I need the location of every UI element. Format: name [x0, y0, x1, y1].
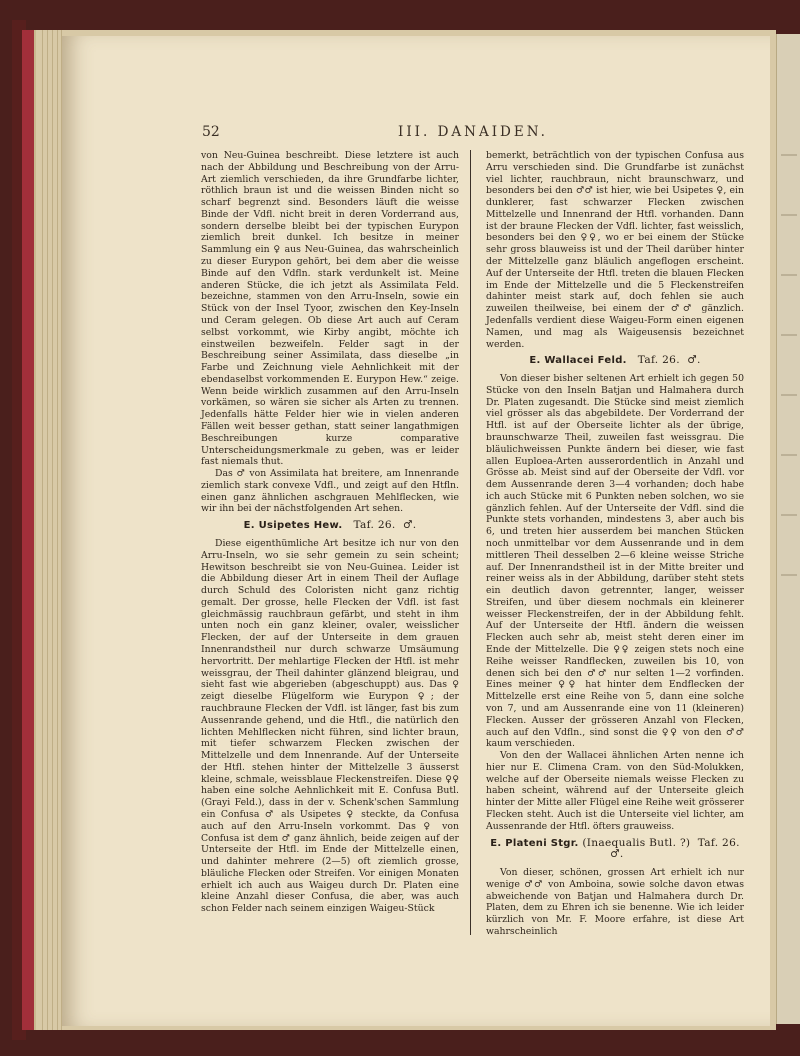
sex-symbol: ♂. [610, 848, 624, 861]
paragraph: von Neu-Guinea beschreibt. Diese letztere ist auch nach der Abbildung und Beschreibung von der Arru-Art ziemlich verschieden, da ihre Grundfarbe lichter, röthlich braun ist und die weissen Binden nicht so scharf begrenzt sind. Besonders läuft die weisse Binde der Vdfl. nicht breit in deren Vorderrand aus, sondern derselbe bleibt bei der typischen Eurypon ziemlich breit dunkel. Ich besitze in meiner Sammlung ein ♀ aus Neu-Guinea, das wahrscheinlich zu dieser Eurypon gehört, bei dem aber die weisse Binde auf den Vdfln. stark verdunkelt ist. Meine anderen Stücke, die ich jetzt als Assimilata Feld. bezeichne, stammen von den Arru-Inseln, sowie ein Stück von der Insel Tyoor, zwischen den Key-Inseln und Ceram gelegen. Ob diese Art auch auf Ceram selbst vorkommt, wie Kirby angibt, möchte ich einstweilen bezweifeln. Felder sagt in der Beschreibung seiner Assimilata, dass dieselbe „in Farbe und Zeichnung viele Aehnlichkeit mit der ebendaselbst vorkommenden E. Eurypon Hew.“ zeige. Wenn beide wirklich zusammen auf den Arru-Inseln vorkämen, so wären sie sicher als Arten zu trennen. Jedenfalls hätte Felder hier wie in vielen anderen Fällen weit besser gethan, statt seiner langathmigen Beschreibungen kurze comparative Unterscheidungsmerkmale zu geben, was er leider fast niemals thut. [201, 150, 459, 468]
paragraph: Von den der Wallacei ähnlichen Arten nenne ich hier nur E. Climena Cram. von den Süd-Molukken, welche auf der Oberseite niemals weisse Flecken zu haben scheint, während auf der Unterseite gleich hinter der Mitte aller Flügel eine Reihe weit grösserer Flecken steht. Auch ist die Unterseite viel lichter, am Aussenrande der Htfl. öfters grauweiss. [486, 750, 744, 832]
page-number: 52 [202, 124, 220, 140]
running-head-title: III. DANAIDEN. [398, 124, 548, 140]
column-divider [470, 150, 471, 935]
synonym-note: (Inaequalis Butl. ?) [582, 836, 691, 849]
paragraph: Von dieser, schönen, grossen Art erhielt ich nur wenige ♂♂ von Amboina, sowie solche davon etwas abweichende von Batjan und Halmahera durch Dr. Platen, dem zu Ehren ich sie benenne. Wie ich leider kürzlich von Mr. F. Moore erfahre, ist diese Art wahrscheinlich [486, 867, 744, 937]
species-name: E. Wallacei Feld. [529, 355, 627, 367]
paragraph: bemerkt, beträchtlich von der typischen Confusa aus Arru verschieden sind. Die Grundfarbe ist zunächst viel lichter, rauchbraun, nicht braunschwarz, und besonders bei den ♂♂ ist hier, wie bei Usipetes ♀, ein dunklerer, fast schwarzer Flecken zwischen Mittelzelle und Innenrand der Htfl. vorhanden. Dann ist der braune Flecken der Vdfl. lichter, fast weisslich, besonders bei den ♀♀, wo er bei einem der Stücke sehr gross blauweiss ist und der Theil darüber hinter der Mittelzelle ganz bläulich angeflogen erscheint. Auf der Unterseite der Htfl. treten die blauen Flecken im Ende der Mittelzelle und die 5 Fleckenstreifen dahinter meist stark auf, doch fehlen sie auch zuweilen theilweise, bei einem der ♂♂ gänzlich. Jedenfalls verdient diese Waigeu-Form einen eigenen Namen, und mag als Waigeusensis bezeichnet werden. [486, 150, 744, 350]
species-heading [486, 355, 744, 367]
plate-reference: Taf. 26. [353, 519, 396, 532]
species-name: E. Plateni Stgr. [490, 837, 579, 849]
left-column [201, 150, 459, 915]
sex-symbol: ♂. [687, 354, 701, 367]
sex-symbol: ♂. [402, 519, 417, 532]
plate-reference: Taf. 26. [637, 354, 680, 367]
species-name: E. Usipetes Hew. [243, 520, 343, 532]
paragraph: Das ♂ von Assimilata hat breitere, am Innenrande ziemlich stark convexe Vdfl., und zeigt auf den Htfln. einen ganz ähnlichen aschgrauen Mehlflecken, wie wir ihn bei der nächstfolgenden Art sehen. [201, 468, 459, 515]
facing-page-edge [776, 34, 800, 1024]
plate-reference: Taf. 26. [697, 836, 740, 849]
paragraph: Diese eigenthümliche Art besitze ich nur von den Arru-Inseln, wo sie sehr gemein zu sein scheint; Hewitson beschreibt sie von Neu-Guinea. Leider ist die Abbildung dieser Art in einem Theil der Auflage durch Schuld des Coloristen nicht ganz richtig gemalt. Der grosse, helle Flecken der Vdfl. ist fast gleichmässig rauchbraun gefärbt, und steht in ihm unten noch ein ganz kleiner, ovaler, weisslicher Flecken, der auf der Unterseite in dem grauen Innenrandstheil nur durch schwarze Umsäumung hervortritt. Der mehlartige Flecken der Htfl. ist mehr weissgrau, der Theil dahinter glänzend bleigrau, und sieht fast wie abgerieben (abgeschuppt) aus. Das ♀ zeigt dieselbe Flügelform wie Eurypon ♀; der rauchbraune Flecken der Vdfl. ist länger, fast bis zum Aussenrande gehend, und die Htfl., die natürlich den lichten Mehlflecken nicht führen, sind lichter braun, mit tiefer schwarzem Flecken zwischen der Mittelzelle und dem Innenrande. Auf der Unterseite der Htfl. stehen hinter der Mittelzelle 3 äusserst kleine, schmale, weissblaue Fleckenstreifen. Diese ♀♀ haben eine solche Aehnlichkeit mit E. Confusa Butl. (Grayi Feld.), dass in der v. Schenk'schen Sammlung ein Confusa ♂ als Usipetes ♀ steckte, da Confusa auch auf den Arru-Inseln vorkommt. Das ♀ von Confusa ist dem ♂ ganz ähnlich, beide zeigen auf der Unterseite der Htfl. im Ende der Mittelzelle einen, und dahinter mehrere (2—5) oft ziemlich grosse, bläuliche Flecken oder Streifen. Vor einigen Monaten erhielt ich auch aus Waigeu durch Dr. Platen eine kleine Anzahl dieser Confusa, die aber, was auch schon Felder nach seinem einzigen Waigeu-Stück [201, 538, 459, 915]
species-heading [486, 838, 744, 862]
species-heading [201, 520, 459, 532]
paragraph: Von dieser bisher seltenen Art erhielt ich gegen 50 Stücke von den Inseln Batjan und Halmahera durch Dr. Platen zugesandt. Die Stücke sind meist ziemlich viel grösser als das abgebildete. Der Vorderrand der Htfl. ist auf der Oberseite lichter als der übrige, braunschwarze Theil, zuweilen fast weissgrau. Die bläulichweissen Punkte ändern bei dieser, wie fast allen Euploea-Arten ausserordentlich in Anzahl und Grösse ab. Meist sind auf der Oberseite der Vdfl. vor dem Aussenrande deren 3—4 vorhanden; doch habe ich auch Stücke mit 6 Punkten neben solchen, wo sie gänzlich fehlen. Auf der Unterseite der Vdfl. sind die Punkte stets vorhanden, mindestens 3, aber auch bis 6, und treten hier ausserdem bei manchen Stücken noch unmittelbar vor dem Aussenrande und in dem mittleren Theil desselben 2—6 kleine weisse Striche auf. Der Innenrandstheil ist in der Mitte breiter und reiner weiss als in der Abbildung, darüber steht stets ein deutlich davon getrennter, langer, weisser Streifen, und über diesem nochmals ein kleinerer weisser Fleckenstreifen, der in der Abbildung fehlt. Auf der Unterseite der Htfl. ändern die weissen Flecken auch sehr ab, meist steht deren einer im Ende der Mittelzelle. Die ♀♀ zeigen stets noch eine Reihe weisser Randflecken, zuweilen bis 10, von denen sich bei den ♂♂ nur selten 1—2 vorfinden. Eines meiner ♀♀ hat hinter dem Endflecken der Mittelzelle erst eine Reihe von 5, dann eine solche von 7, und am Aussenrande eine von 11 (kleineren) Flecken. Ausser der grösseren Anzahl von Flecken, auch auf den Vdfln., sind sonst die ♀♀ von den ♂♂ kaum verschieden. [486, 373, 744, 750]
right-column [486, 150, 744, 938]
